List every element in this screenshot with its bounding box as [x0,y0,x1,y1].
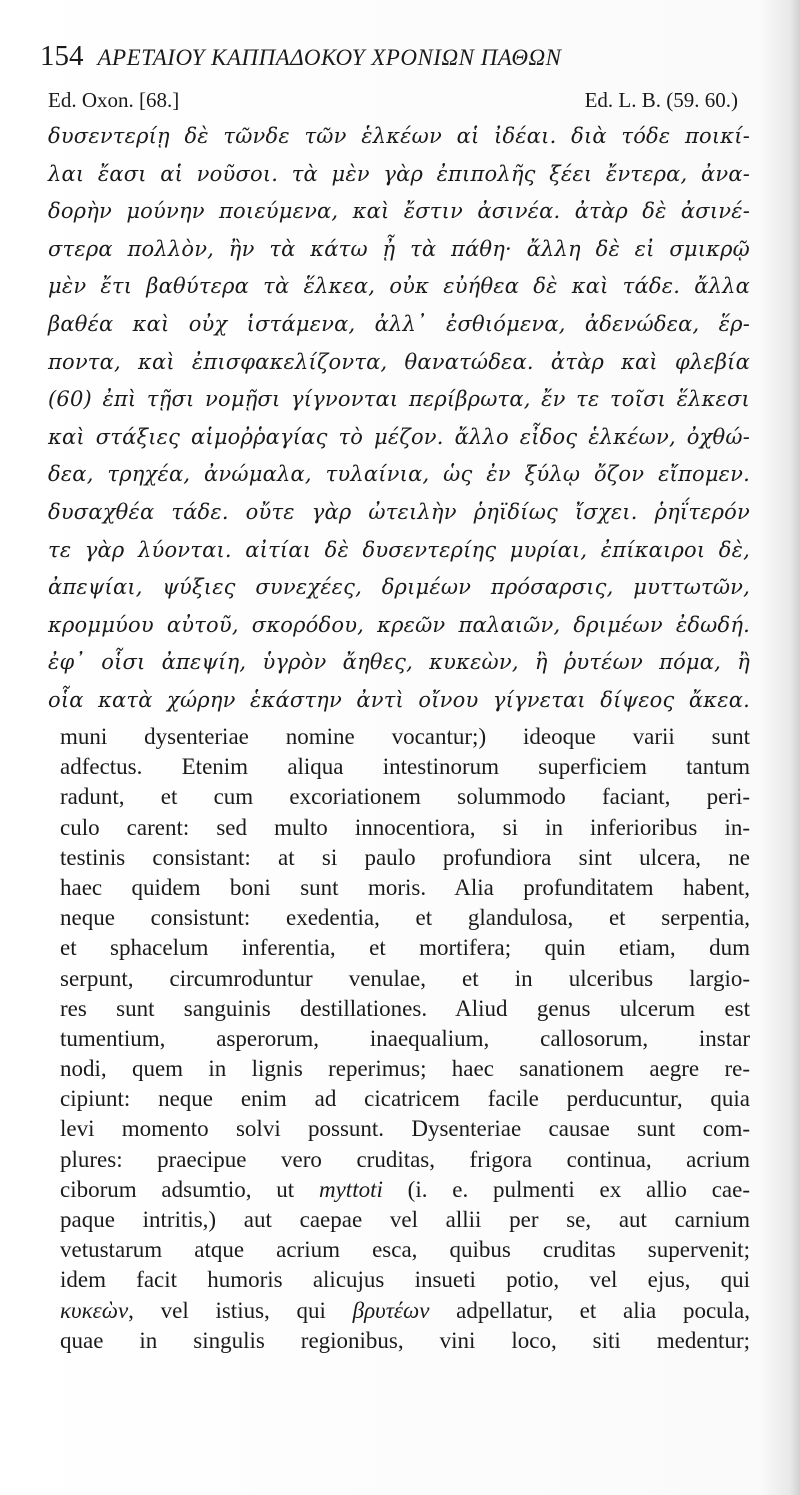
greek-line: ἀπεψίαι, ψύξιες συνεχέες, δριμέων πρόσαρσις, μυττωτῶν, [48,575,750,600]
latin-line: testinis consistant: at si paulo profundiora sint ulcera, ne [60,844,750,870]
greek-line: ἐφ᾽ οἷσι ἀπεψίη, ὑγρὸν ἄηθες, κυκεὼν, ἢ ῥυτέων πόμα, ἢ [48,650,750,675]
latin-line: haec quidem boni sunt moris. Alia profunditatem habent, [60,874,750,900]
edition-lb: Ed. L. B. (59. 60.) [584,88,738,112]
latin-line: vetustarum atque acrium esca, quibus cruditas supervenit; [60,1237,750,1263]
greek-line: οἷα κατὰ χώρην ἑκάστην ἀντὶ οἴνου γίγνεται δίψεος ἄκεα. [48,687,750,712]
latin-line: cipiunt: neque enim ad cicatricem facile perducuntur, quia [60,1086,750,1112]
greek-line: τε γὰρ λύονται. αἰτίαι δὲ δυσεντερίης μυρίαι, ἐπίκαιροι δὲ, [48,537,750,562]
latin-line: levi momento solvi possunt. Dysenteriae causae sunt com- [60,1116,750,1142]
latin-line: plures: praecipue vero cruditas, frigora continua, acrium [60,1146,750,1172]
edition-references [48,88,738,113]
latin-fragment: adpellatur, et alia pocula, [429,1297,750,1323]
latin-line: paque intritis,) aut caepae vel allii per se, aut carnium [60,1207,750,1232]
latin-line: res sunt sanguinis destillationes. Aliud genus ulcerum est [60,995,750,1021]
latin-fragment: (i. e. pulmenti ex allio cae- [382,1176,750,1202]
latin-line: radunt, et cum excoriationem solummodo faciant, peri- [60,784,750,810]
latin-text-block [60,722,750,1356]
latin-line: adfectus. Etenim aliqua intestinorum superficiem tantum [60,754,750,780]
latin-line: culo carent: sed multo innocentiora, si in inferioribus in- [60,814,750,840]
latin-line: neque consistunt: exedentia, et glandulosa, et serpentia, [60,905,750,931]
latin-line: tumentium, asperorum, inaequalium, callosorum, instar [60,1025,750,1051]
latin-line-mixed [60,1296,750,1326]
latin-line-mixed [60,1175,750,1205]
greek-text-block [48,118,750,720]
greek-line: κρομμύου αὐτοῦ, σκορόδου, κρεῶν παλαιῶν, δριμέων ἐδωδή. [48,612,750,637]
greek-line: ποντα, καὶ ἐπισφακελίζοντα, θανατώδεα. ἀτὰρ καὶ φλεβία [48,349,750,374]
greek-line: δυσεντερίῃ δὲ τῶνδε τῶν ἑλκέων αἱ ἰδέαι. διὰ τόδε ποικί- [48,124,750,148]
latin-fragment: ciborum adsumtio, ut [60,1176,319,1202]
greek-line: στερα πολλὸν, ἢν τὰ κάτω ᾖ τὰ πάθη· ἄλλη δὲ εἰ σμικρῷ [48,236,750,261]
greek-italic-term: κυκεὼν [60,1297,129,1323]
latin-line: quae in singulis regionibus, vini loco, siti medentur; [60,1327,750,1353]
greek-line: δεα, τρηχέα, ἀνώμαλα, τυλαίνια, ὡς ἐν ξύλῳ ὄζον εἴπομεν. [48,462,750,487]
latin-line: serpunt, circumroduntur venulae, et in ulceribus largio- [60,965,750,991]
greek-line: δορὴν μούνην ποιεύμενα, καὶ ἔστιν ἀσινέα. ἀτὰρ δὲ ἀσινέ- [48,199,750,224]
greek-italic-term: βρυτέων [352,1297,430,1323]
page-header [40,40,760,80]
greek-line: βαθέα καὶ οὐχ ἱστάμενα, ἀλλ᾽ ἐσθιόμενα, ἀδενώδεα, ἕρ- [48,311,750,336]
greek-line: μὲν ἔτι βαθύτερα τὰ ἕλκεα, οὐκ εὐήθεα δὲ καὶ τάδε. ἄλλα [48,274,750,299]
latin-line: et sphacelum inferentia, et mortifera; quin etiam, dum [60,935,750,961]
edition-oxon: Ed. Oxon. [68.] [48,88,180,112]
running-head: ΑΡΕΤΑΙΟΥ ΚΑΠΠΑΔΟΚΟΥ ΧΡΟΝΙΩΝ ΠΑΘΩΝ [97,45,562,70]
greek-line: καὶ στάξιες αἱμοῤῥαγίας τὸ μέζον. ἄλλο εἶδος ἑλκέων, ὀχθώ- [48,424,750,449]
latin-fragment: , vel istius, qui [128,1297,353,1323]
latin-line: idem facit humoris alicujus insueti potio, vel ejus, qui [60,1267,750,1293]
latin-line: nodi, quem in lignis reperimus; haec sanationem aegre re- [60,1056,750,1082]
latin-line: muni dysenteriae nomine vocantur;) ideoque varii sunt [60,724,750,749]
greek-line: λαι ἔασι αἱ νοῦσοι. τὰ μὲν γὰρ ἐπιπολῆς ξέει ἔντερα, ἀνα- [48,161,750,186]
greek-line: (60) ἐπὶ τῇσι νομῇσι γίγνονται περίβρωτα, ἔν τε τοῖσι ἕλκεσι [48,387,750,412]
page-number: 154 [40,40,84,72]
greek-line: δυσαχθέα τάδε. οὔτε γὰρ ὠτειλὴν ῥηϊδίως ἴσχει. ῥηΐτερόν [48,499,750,524]
latin-italic-term: myttoti [318,1176,383,1202]
